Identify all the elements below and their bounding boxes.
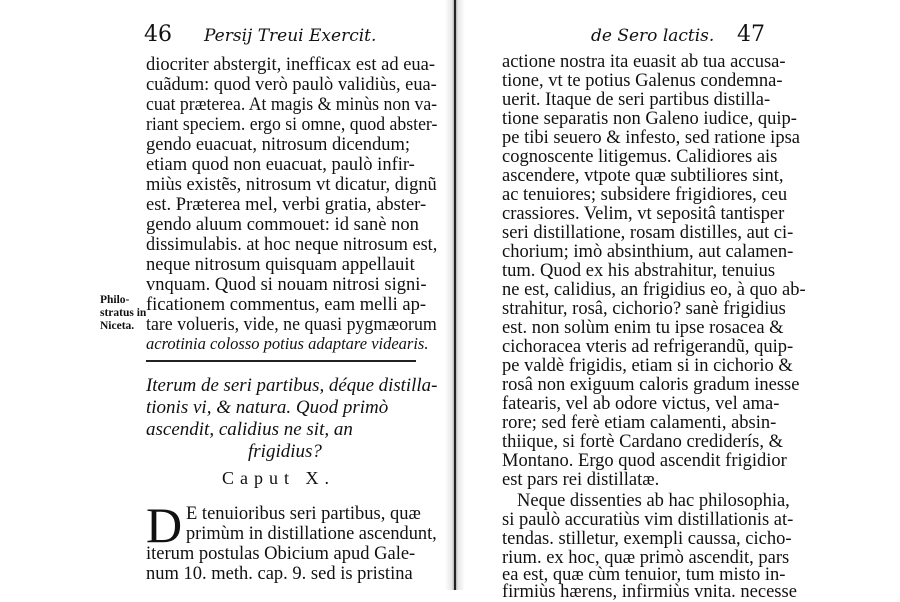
body-line: dissimulabis. at hoc neque nitrosum est, (146, 235, 438, 255)
body-line: crassiores. Velim, vt sepositâ tantisper (502, 204, 785, 224)
body-line: rium. ex hoc, quæ primò ascendit, pars (502, 548, 790, 568)
body-line: cuãdum: quod verò paulò validiùs, eua- (146, 75, 437, 95)
body-line: vnquam. Quod si nouam nitrosi signi- (146, 275, 427, 295)
body-line: thiique, si fortè Cardano crediderís, & (502, 432, 784, 452)
running-head: de Sero lactis. (591, 26, 715, 46)
body-line: tum. Quod ex his abstrahitur, tenuius (502, 261, 776, 281)
body-line: gendo euacuat, nitrosum dicendum; (146, 135, 411, 155)
page-number: 47 (737, 22, 765, 47)
body-line: seri distillatione, rosam distilles, aut ci- (502, 223, 794, 243)
body-line: acrotinia colosso potius adaptare videaris. (146, 334, 429, 353)
body-line: ea est, quæ cùm tenuior, tum misto in- (502, 565, 786, 585)
body-line: firmiùs hærens, infirmiùs vnita. necesse (502, 582, 797, 602)
body-line: miùs existẽs, nitrosum vt dicatur, dignũ (146, 175, 437, 195)
body-line: chorium; imò absinthium, aut calamen- (502, 242, 794, 262)
body-line: rosâ non exiguum caloris gradum inesse (502, 375, 800, 395)
body-line: riant speciem. ergo si omne, quod abster- (146, 115, 438, 135)
drop-cap: D (146, 497, 183, 553)
section-rule (146, 360, 416, 362)
body-line: iterum postulas Obicium apud Gale- (146, 544, 416, 564)
margin-note-line: Philo- (100, 294, 130, 306)
page-number: 46 (144, 22, 172, 47)
body-line: est pars rei distillatæ. (502, 470, 660, 490)
body-line: gendo aluum commouet: id sanè non (146, 215, 419, 235)
chapter-title-line: tionis vi, & natura. Quod primò (146, 397, 389, 418)
body-line: ac tenuiores; subsidere frigidiores, ceu (502, 185, 788, 205)
body-line: pe valdè frigidis, etiam si in cichorio & (502, 356, 793, 376)
body-line: ne est, calidius, an frigidius eo, à quo ab- (502, 280, 806, 300)
chapter-title-line: frigidius? (248, 441, 322, 462)
chapter-title-line: Iterum de seri partibus, déque distilla- (146, 375, 438, 396)
body-line: primùm in distillatione ascendunt, (186, 524, 437, 544)
body-line: ascendere, vtpote quæ subtiliores sint, (502, 166, 784, 186)
body-line: Montano. Ergo quod ascendit frigidior (502, 451, 787, 471)
body-line: tare volueris, vide, ne quasi pygmæorum (146, 315, 437, 335)
body-line: rore; sed ferè etiam calamenti, absin- (502, 413, 777, 433)
chapter-title-line: ascendit, calidius ne sit, an (146, 419, 353, 440)
body-line: uerit. Itaque de seri partibus distilla- (502, 90, 771, 110)
body-line: num 10. meth. cap. 9. sed is pristina (146, 564, 413, 584)
margin-note-line: stratus in (100, 307, 147, 320)
body-line: ficationem commentus, eam melli ap- (146, 295, 426, 315)
body-line: tione, vt te potius Galenus condemna- (502, 71, 783, 91)
body-line: tendas. stilletur, exempli caussa, cicho- (502, 529, 792, 549)
body-line: E tenuioribus seri partibus, quæ (186, 504, 421, 524)
body-line: si paulò accuratiùs vim distillationis at- (502, 510, 794, 530)
body-line: etiam quod non euacuat, paulò infir- (146, 155, 415, 175)
chapter-heading: Caput X. (222, 468, 335, 488)
body-line: pe tibi seuero & infesto, sed ratione ipsa (502, 128, 800, 148)
margin-note-line: Nicetа. (100, 320, 135, 333)
body-line: tione separatis non Galeno iudice, quip- (502, 109, 797, 129)
right-page (465, 0, 900, 602)
margin-note (100, 294, 146, 334)
body-line: cuat præterea. At magis & minùs non va- (146, 95, 438, 115)
body-line: Neque dissenties ab hac philosophia, (517, 491, 790, 511)
gutter-line (454, 0, 456, 590)
body-line: neque nitrosum quisquam appellauit (146, 255, 415, 275)
body-line: fatearis, vel ab odore victus, vel ama- (502, 394, 780, 414)
running-head: Persij Treui Exercit. (204, 26, 377, 46)
body-line: est. non solùm enim tu ipse rosacea & (502, 318, 784, 338)
body-line: cichoracea vteris ad refrigerandũ, quip- (502, 337, 794, 357)
body-line: strahitur, rosâ, cichorio? sanè frigidius (502, 299, 786, 319)
body-line: cognoscente litigemus. Calidiores ais (502, 147, 778, 167)
left-page (0, 0, 445, 590)
body-line: actione nostra ita euasit ab tua accusa- (502, 52, 786, 72)
body-line: est. Præterea mel, verbi gratia, abster- (146, 195, 427, 215)
body-line: diocriter abstergit, inefficax est ad eua- (146, 55, 436, 75)
